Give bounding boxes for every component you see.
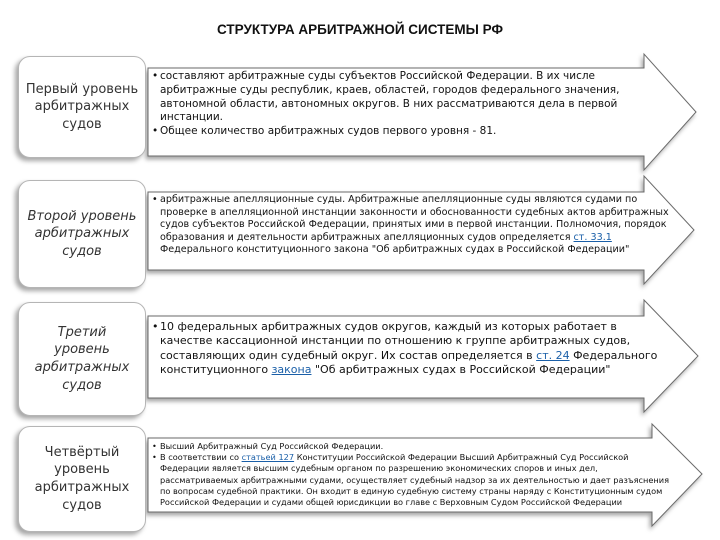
level-3-label-line: уровень	[54, 342, 110, 358]
level-2-label-line: судов	[62, 243, 102, 259]
text-segment: Конституции Российской Федерации Высший Арбитражный Суд Российской Федерации является высшим судебным органом по разрешению экономических споров и иных дел, рассматриваемых арбитражными судами, осуществляет судебный надзор за их деятельностью и дает разъяснения по вопросам судебной практики. Он входит в единую судебную систему страны наряду с Конституционным судом Российской Федерации и судами общей юрисдикции во главе с Верховным Судом Российской Федерации	[160, 452, 670, 508]
level-3-label-line: Третий	[57, 324, 107, 340]
level-3-label-line: арбитражных	[34, 360, 130, 375]
text-segment: "Об арбитражных судах в Российской Федерации"	[311, 363, 611, 377]
level-3-description	[152, 320, 672, 378]
text-segment: Федерального конституционного закона "Об арбитражных судах в Российской Федерации"	[160, 244, 630, 256]
level-1-label-line: судов	[62, 116, 102, 132]
list-item: • Высший Арбитражный Суд Российской Федерации.	[152, 441, 672, 452]
list-item: • Общее количество арбитражных судов первого уровня - 81.	[152, 125, 672, 139]
level-1-description	[152, 70, 672, 139]
article-link-24[interactable]: ст. 24	[536, 348, 570, 362]
level-2-label-line: арбитражных	[34, 226, 130, 242]
list-item	[152, 452, 672, 508]
level-box-3	[18, 302, 146, 416]
level-4-label-line: арбитражных	[34, 480, 130, 495]
law-link[interactable]: закона	[271, 363, 312, 377]
list-item	[152, 320, 672, 378]
level-4-label-line: судов	[62, 497, 102, 513]
article-link-127[interactable]: статьей 127	[241, 452, 295, 463]
level-1-label-line: Первый уровень	[25, 81, 139, 97]
level-2-label-line: Второй уровень	[27, 208, 137, 224]
list-item: • составляют арбитражные суды субъектов Российской Федерации. В их числе арбитражные суды республик, краев, областей, городов федерального значения, автономной области, автономных округов. В них рассматриваются дела в первой инстанции.	[152, 70, 672, 125]
list-item	[152, 194, 672, 257]
text-segment: Федерального конституционного	[160, 348, 658, 377]
level-box-4	[18, 426, 146, 532]
level-1-label-line: арбитражных	[34, 99, 130, 115]
text-segment: В соответствии со	[160, 452, 242, 463]
level-4-label-line: Четвёртый	[44, 444, 120, 460]
level-4-label-line: уровень	[54, 462, 110, 478]
level-box-2	[18, 180, 146, 288]
level-2-description	[152, 194, 672, 257]
article-link-33-1[interactable]: ст. 33.1	[573, 231, 612, 243]
level-4-description	[152, 441, 672, 508]
text-segment: 10 федеральных арбитражных судов округов, каждый из которых работает в качестве кассационной инстанции по отношению к группе арбитражных судов, составляющих один судебный округ. Их состав определяется в	[160, 320, 631, 362]
text-segment: арбитражные апелляционные суды. Арбитражные апелляционные суды являются судами по проверке в апелляционной инстанции законности и обоснованности судебных актов арбитражных судов субъектов Российской Федерации, принятых ими в первой инстанции. Полномочия, порядок образования и деятельности арбитражных апелляционных судов определяется	[160, 194, 669, 243]
level-3-label-line: судов	[62, 377, 102, 393]
level-box-1	[18, 56, 146, 158]
page-title: СТРУКТУРА АРБИТРАЖНОЙ СИСТЕМЫ РФ	[217, 22, 503, 37]
